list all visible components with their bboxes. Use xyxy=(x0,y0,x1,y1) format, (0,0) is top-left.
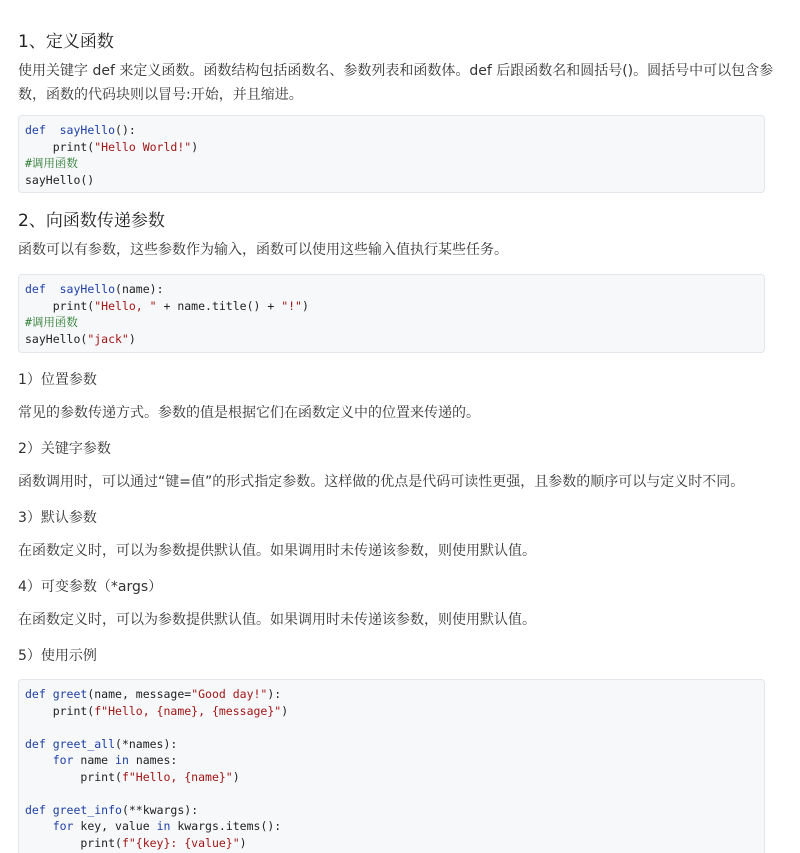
code-block-define-function[interactable] xyxy=(18,115,765,193)
subsection-title-varargs: 4）可变参数（*args） xyxy=(18,579,163,595)
subsection-desc-positional: 常见的参数传递方式。参数的值是根据它们在函数定义中的位置来传递的。 xyxy=(18,405,480,421)
code-keyword: in xyxy=(115,753,129,767)
code-text: name xyxy=(73,753,116,767)
section-desc-pass-arguments: 函数可以有参数，这些参数作为输入，函数可以使用这些输入值执行某些任务。 xyxy=(18,242,508,258)
code-string: f"Hello, {name}, {message}" xyxy=(94,703,282,718)
code-function-name: sayHello xyxy=(45,282,116,296)
code-text: ) xyxy=(232,769,240,784)
code-text: key, value xyxy=(73,819,157,833)
section-desc-define-function: 使用关键字 def 来定义函数。函数结构包括函数名、参数列表和函数体。def 后跟函数名和圆括号()。圆括号中可以包含参数，函数的代码块则以冒号:开始，并且缩进。 xyxy=(18,63,774,103)
section-title-define-function: 1、定义函数 xyxy=(18,32,114,52)
code-text: (name, message= xyxy=(87,687,192,701)
subsection-title-positional: 1）位置参数 xyxy=(18,372,97,388)
code-text: sayHello() xyxy=(25,172,95,187)
code-function-name: greet xyxy=(52,687,88,701)
code-string: "Good day!" xyxy=(191,687,268,701)
subsection-desc-default: 在函数定义时，可以为参数提供默认值。如果调用时未传递该参数，则使用默认值。 xyxy=(18,543,536,559)
code-text: ) xyxy=(128,331,136,346)
code-text: print( xyxy=(25,769,122,784)
code-keyword: def xyxy=(25,687,53,701)
code-keyword: def xyxy=(25,736,53,751)
code-text: print( xyxy=(25,703,95,718)
code-keyword: def xyxy=(25,123,46,137)
code-keyword: in xyxy=(156,819,171,833)
code-text: (**kwargs): xyxy=(121,802,199,817)
code-comment: #调用函数 xyxy=(25,315,78,329)
code-function-name: greet_all xyxy=(52,736,116,751)
section-title-pass-arguments: 2、向函数传递参数 xyxy=(18,211,165,231)
code-keyword: for xyxy=(52,753,74,767)
code-comment: #调用函数 xyxy=(25,156,78,170)
code-text: ): xyxy=(267,687,282,701)
code-string: "jack" xyxy=(87,331,129,346)
code-text xyxy=(25,819,53,833)
subsection-title-default: 3）默认参数 xyxy=(18,510,97,526)
subsection-desc-varargs: 在函数定义时，可以为参数提供默认值。如果调用时未传递该参数，则使用默认值。 xyxy=(18,612,536,628)
code-string: "!" xyxy=(281,298,302,313)
code-text xyxy=(25,753,53,767)
code-keyword: def xyxy=(25,802,53,817)
code-string: f"{key}: {value}" xyxy=(121,835,240,850)
subsection-desc-keyword: 函数调用时，可以通过“键=值”的形式指定参数。这样做的优点是代码可读性更强，且参数的顺序可以与定义时不同。 xyxy=(18,474,745,490)
code-text: ) xyxy=(191,139,199,154)
code-string: "Hello, " xyxy=(94,298,157,313)
code-text: print( xyxy=(25,298,95,313)
code-block-pass-arguments[interactable] xyxy=(18,274,765,353)
code-string: "Hello World!" xyxy=(94,139,192,154)
code-text: print( xyxy=(25,835,122,850)
code-text: names: xyxy=(128,753,178,767)
subsection-title-example: 5）使用示例 xyxy=(18,648,97,664)
code-text: (name): xyxy=(115,282,164,296)
code-text: ) xyxy=(239,835,247,850)
code-text: kwargs.items(): xyxy=(170,819,282,833)
code-text: (*names): xyxy=(115,736,178,751)
code-text: ) xyxy=(301,298,309,313)
code-text: sayHello( xyxy=(25,331,88,346)
code-text: ) xyxy=(281,703,289,718)
code-function-name: sayHello xyxy=(45,123,116,137)
code-keyword: def xyxy=(25,282,46,296)
code-string: f"Hello, {name}" xyxy=(121,769,233,784)
code-text: (): xyxy=(115,123,136,137)
subsection-title-keyword: 2）关键字参数 xyxy=(18,441,111,457)
code-block-example[interactable] xyxy=(18,679,765,853)
code-keyword: for xyxy=(52,819,74,833)
code-text: print( xyxy=(25,139,95,154)
code-text: + name.title() + xyxy=(156,298,282,313)
code-function-name: greet_info xyxy=(52,802,122,817)
